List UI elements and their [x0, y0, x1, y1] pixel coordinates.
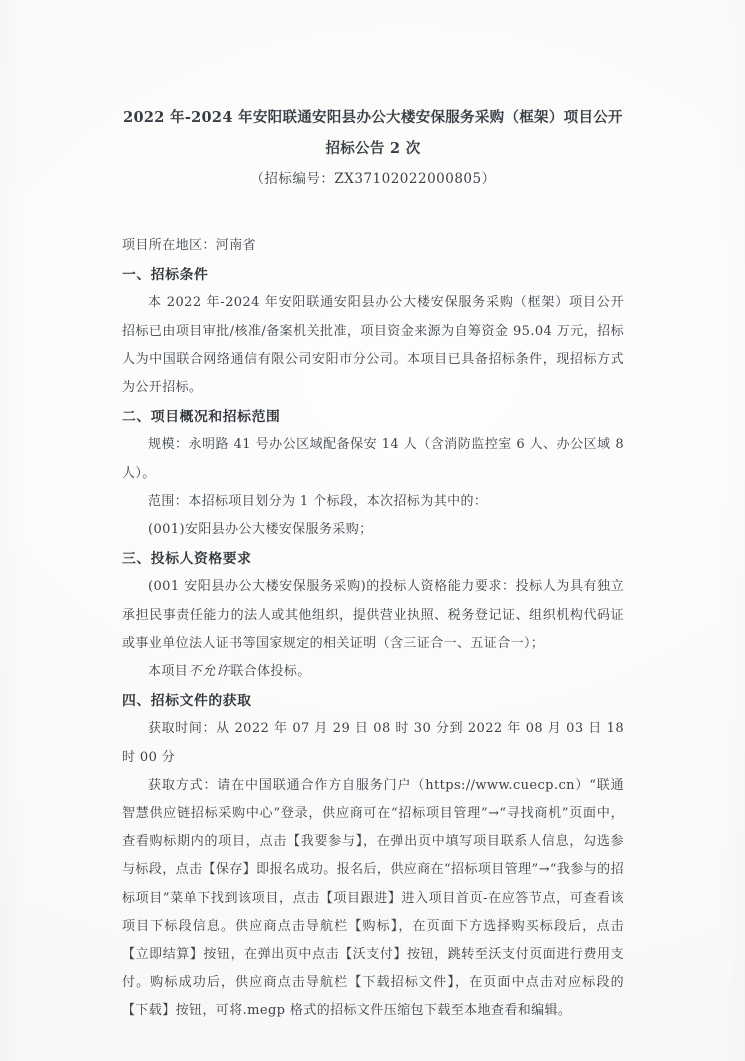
project-scale-line: 规模：永明路 41 号办公区域配备保安 14 人（含消防监控室 6 人、办公区域 8 人）。 [122, 437, 624, 481]
title-block [122, 102, 624, 194]
obtain-time-line: 获取时间：从 2022 年 07 月 29 日 08 时 30 分到 2022 年 08 月 03 日 18 时 00 分 [122, 721, 624, 765]
section-2-heading: 二、项目概况和招标范围 [122, 409, 281, 426]
lot-001-line: (001)安阳县办公大楼安保服务采购； [148, 522, 373, 538]
section-1-heading: 一、招标条件 [122, 267, 209, 284]
joint-bid-prefix: 本项目 [148, 664, 189, 680]
section-1-paragraph: 本 2022 年-2024 年安阳联通安阳县办公大楼安保服务采购（框架）项目公开招标已由项目审批/核准/备案机关批准，项目资金来源为自筹资金 95.04 万元，招标人为中国联合网络通信有限公司安阳市分公司。本项目已具备招标条件，现招标方式为公开招标。 [122, 295, 624, 396]
joint-bid-suffix: 联合体投标。 [230, 664, 311, 680]
project-scope-line: 范围：本招标项目划分为 1 个标段，本次招标为其中的： [148, 493, 488, 509]
section-3-heading: 三、投标人资格要求 [122, 551, 252, 568]
project-region: 项目所在地区：河南省 [122, 238, 257, 253]
section-4-heading: 四、招标文件的获取 [122, 693, 252, 710]
joint-bid-emphasis: 不允许 [188, 664, 231, 680]
document-content [122, 0, 624, 1026]
qualification-paragraph: (001 安阳县办公大楼安保服务采购)的投标人资格能力要求：投标人为具有独立承担民事责任能力的法人或其他组织，提供营业执照、税务登记证、组织机构代码证或事业单位法人证书等国家规定的相关证明（含三证合一、五证合一）； [122, 579, 624, 651]
tender-number: （招标编号：ZX37102022000805） [250, 171, 496, 187]
obtain-method-paragraph: 获取方式：请在中国联通合作方自服务门户（https://www.cuecp.cn）“联通智慧供应链招标采购中心”登录，供应商可在“招标项目管理”→“寻找商机”页面中，查看购标期内的项目，点击【我要参与】，在弹出页中填写项目联系人信息，勾选参与标段，点击【保存】即报名成功。报名后，供应商在“招标项目管理”→“我参与的招标项目”菜单下找到该项目，点击【项目跟进】进入项目首页-在应答节点，可查看该项目下标段信息。供应商点击导航栏【购标】，在页面下方选择购买标段后，点击【立即结算】按钮，在弹出页中点击【沃支付】按钮，跳转至沃支付页面进行费用支付。购标成功后，供应商点击导航栏【下载招标文件】，在页面中点击对应标段的【下载】按钮，可将.megp 格式的招标文件压缩包下载至本地查看和编辑。 [122, 777, 624, 1019]
joint-bid-note [122, 658, 624, 686]
doc-title: 2022 年-2024 年安阳联通安阳县办公大楼安保服务采购（框架）项目公开招标公告 2 次 [123, 109, 623, 157]
doc-body [122, 232, 624, 1026]
